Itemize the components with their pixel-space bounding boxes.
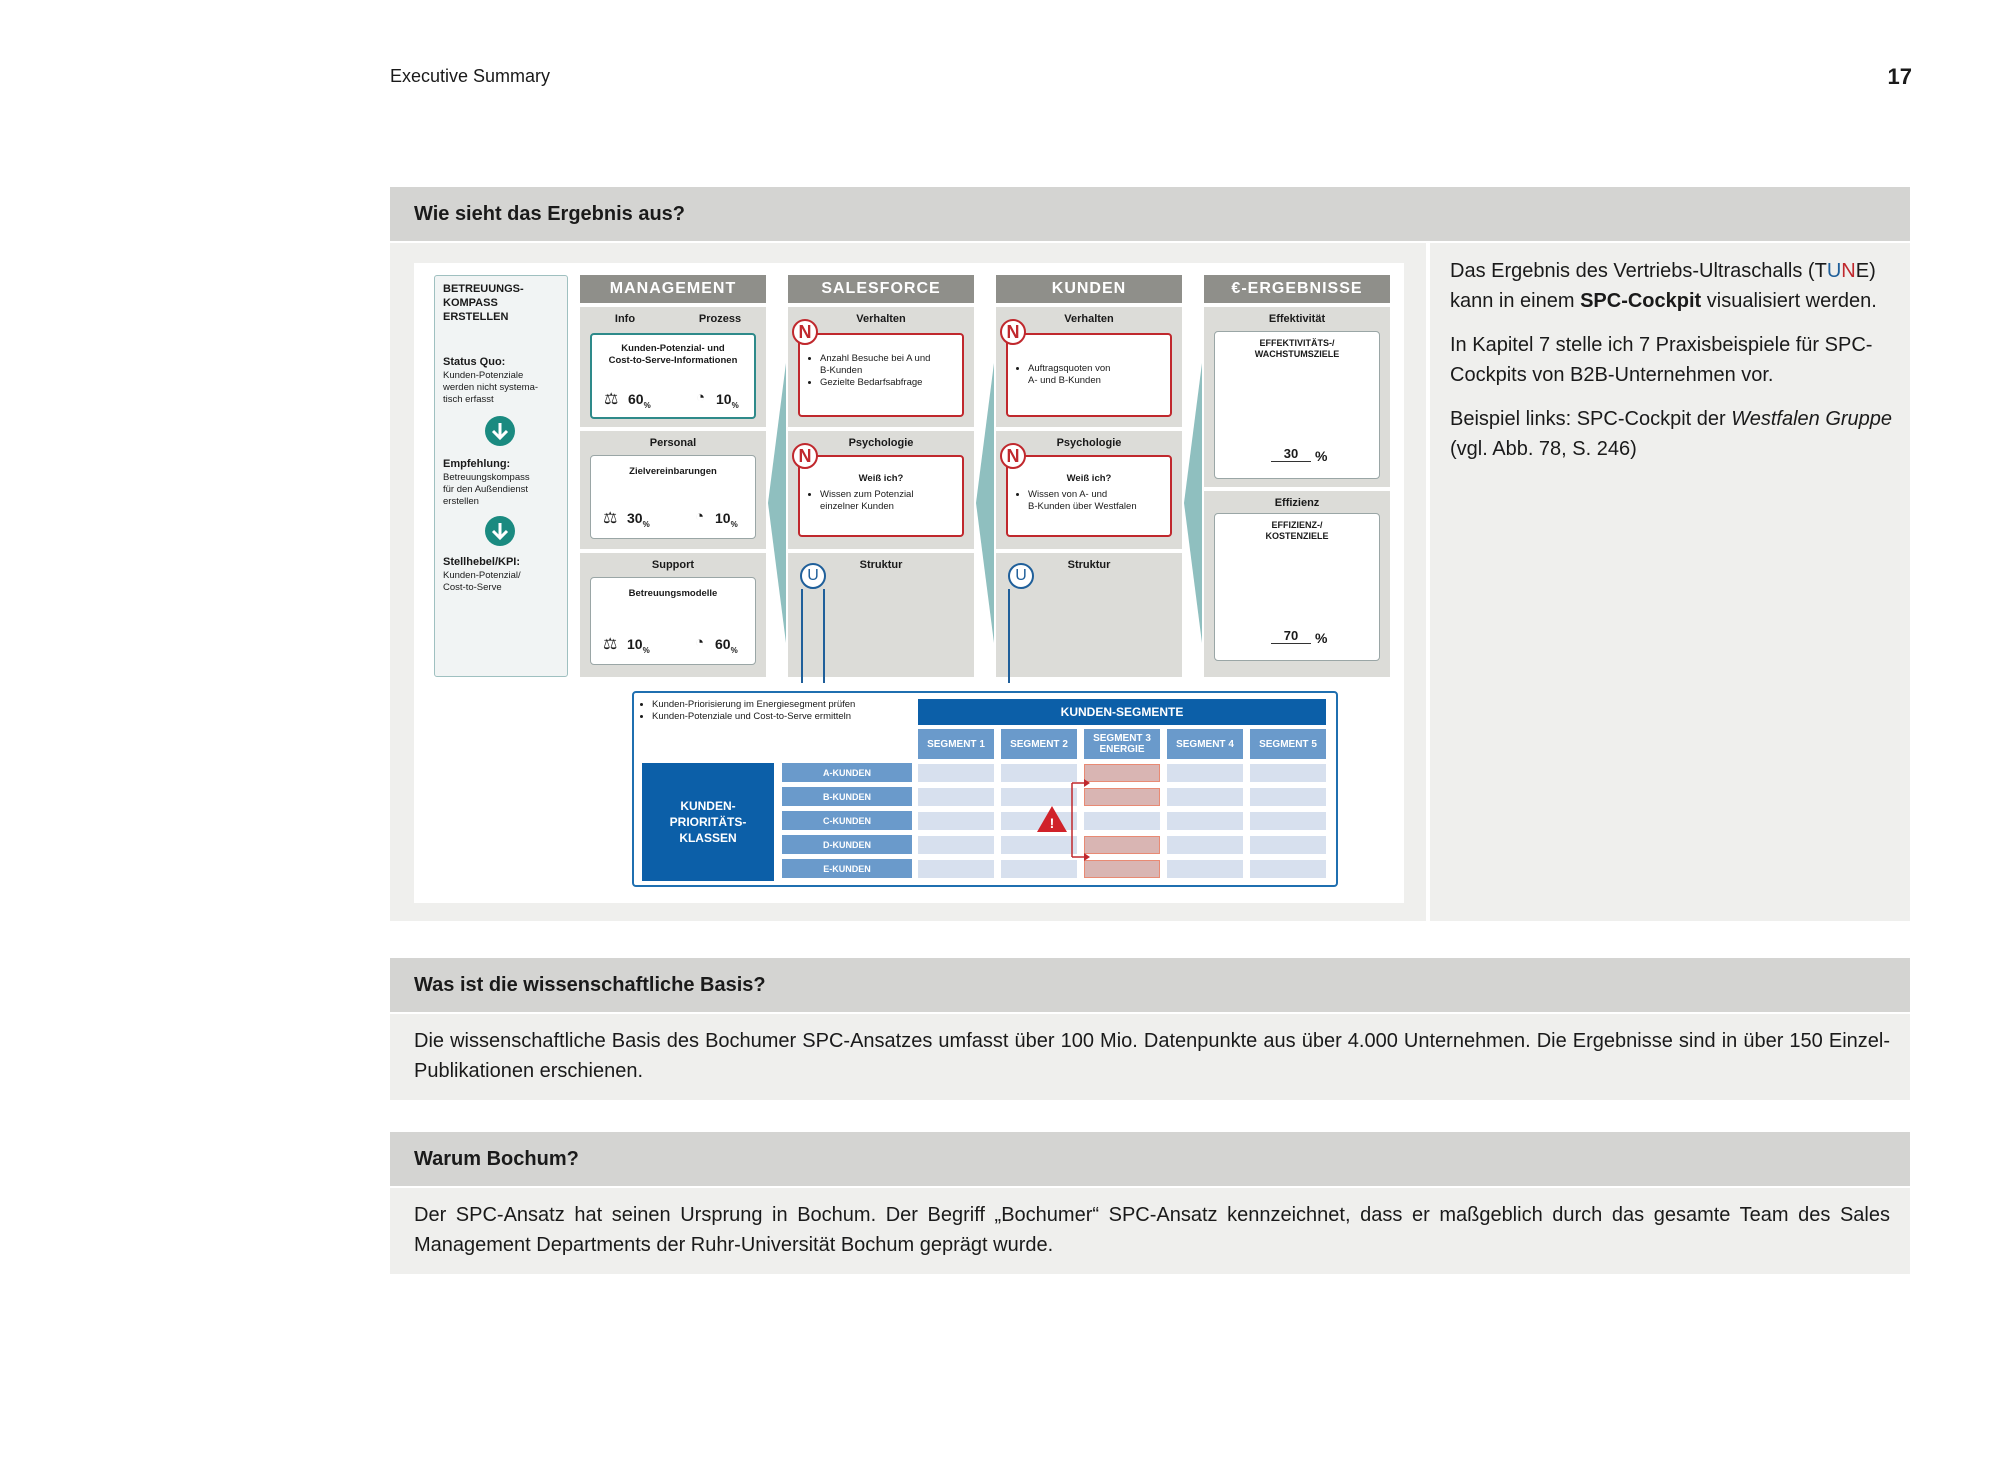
kpi-value: 30 — [1271, 446, 1311, 462]
label-verhalten: Verhalten — [1064, 313, 1114, 325]
grid-cell-highlight — [1084, 788, 1160, 806]
list-item: • Wissen von A- und B-Kunden über Westfalen — [1028, 489, 1137, 513]
list-item: • Auftragsquoten von A- und B-Kunden — [1028, 363, 1110, 387]
kpi-value-right: $60_{\%}$ — [715, 636, 738, 655]
percent-sign: % — [1315, 630, 1328, 646]
description-text — [1450, 256, 1900, 464]
card-zielvereinbarungen — [590, 455, 756, 539]
row-label: B-KUNDEN — [782, 787, 912, 806]
gauge-icon: ◔ — [696, 389, 706, 406]
basis-text: Die wissenschaftliche Basis des Bochumer SPC-Ansatzes umfasst über 100 Mio. Datenpunkte aus über 4.000 Unternehmen. Die Ergebnisse sind in über 150 Einzel-Publikationen erschienen. — [414, 1030, 1890, 1082]
arrow-kunden-ergebnisse — [1182, 323, 1204, 683]
label-struktur: Struktur — [1067, 559, 1111, 571]
card-title: EFFEKTIVITÄTS-/ WACHSTUMSZIELE — [1254, 338, 1340, 359]
card-effizienzziele — [1214, 513, 1380, 661]
label-verhalten: Verhalten — [856, 313, 906, 325]
card-title: Zielvereinbarungen — [629, 466, 717, 477]
grid-cell-highlight — [1084, 764, 1160, 782]
section-title-ergebnis: Wie sieht das Ergebnis aus? — [390, 187, 1910, 241]
row-label: E-KUNDEN — [782, 859, 912, 878]
grid-cell — [1250, 764, 1326, 782]
stellhebel-text: Kunden-Potenzial/ Cost-to-Serve — [443, 570, 521, 593]
card-kunden-verhalten — [1006, 333, 1172, 417]
label-prozess: Prozess — [698, 313, 742, 325]
row-label: A-KUNDEN — [782, 763, 912, 782]
percent-sign: % — [1315, 448, 1328, 464]
u-marker-icon: U — [1008, 563, 1034, 589]
n-marker-icon: N — [792, 443, 818, 469]
kpi-value-left: $60_{\%}$ — [628, 391, 651, 410]
bullet-list — [804, 489, 913, 513]
arrow-management-salesforce — [766, 323, 788, 683]
label-effektivitaet: Effektivität — [1268, 313, 1326, 325]
column-ergebnisse: €-ERGEBNISSE — [1204, 275, 1390, 303]
grid-cell — [918, 860, 994, 878]
weiss-ich-label: Weiß ich? — [1066, 473, 1112, 484]
column-management: MANAGEMENT — [580, 275, 766, 303]
kpi-value-left: $30_{\%}$ — [627, 510, 650, 529]
row-label: D-KUNDEN — [782, 835, 912, 854]
connector-lines — [794, 583, 1024, 693]
grid-cell — [1084, 812, 1160, 830]
betreuungskompass-box — [434, 275, 568, 677]
list-item: • Gezielte Bedarfsabfrage — [820, 377, 930, 389]
kunden-segmente-box — [632, 691, 1338, 887]
prioritaetsklassen-label: KUNDEN- PRIORITÄTS- KLASSEN — [642, 763, 774, 881]
scale-icon: ⚖ — [604, 391, 619, 408]
grid-cell — [1167, 788, 1243, 806]
grid-cell — [1167, 812, 1243, 830]
paragraph-beispiel: Beispiel links: SPC-Cockpit der Westfalen Gruppe (vgl. Abb. 78, S. 246) — [1450, 408, 1893, 460]
card-salesforce-verhalten — [798, 333, 964, 417]
grid-cell — [918, 788, 994, 806]
stellhebel-label: Stellhebel/KPI: — [443, 556, 521, 568]
list-item: • Kunden-Priorisierung im Energiesegment prüfen — [652, 699, 855, 711]
segment-header: SEGMENT 5 — [1250, 729, 1326, 759]
page-number: 17 — [1887, 64, 1912, 89]
segment-header: SEGMENT 2 — [1001, 729, 1077, 759]
grid-cell — [918, 812, 994, 830]
bochum-text: Der SPC-Ansatz hat seinen Ursprung in Bochum. Der Begriff „Bochumer“ SPC-Ansatz kennzeichnet, dass er maßgeblich durch das gesamte Team des Sales Management Departments der Ruhr-Universität Bochum geprägt wurde. — [414, 1204, 1890, 1256]
u-marker-icon: U — [800, 563, 826, 589]
card-kunden-potenzial — [590, 333, 756, 419]
card-betreuungsmodelle — [590, 577, 756, 665]
list-item: • Anzahl Besuche bei A und B-Kunden — [820, 353, 930, 377]
segment-header: SEGMENT 3 ENERGIE — [1084, 729, 1160, 759]
arrow-down-icon — [485, 416, 515, 446]
segment-bullets — [638, 699, 855, 723]
kpi-value-right: $10_{\%}$ — [715, 510, 738, 529]
status-text: Kunden-Potenziale werden nicht systema- tisch erfasst — [443, 370, 539, 405]
scale-icon: ⚖ — [603, 510, 618, 527]
label-support: Support — [651, 559, 695, 571]
betreuungskompass-title: BETREUUNGS- KOMPASS ERSTELLEN — [443, 283, 524, 323]
card-title: Betreuungsmodelle — [628, 588, 718, 599]
bullet-list — [1012, 489, 1137, 513]
n-marker-icon: N — [1000, 443, 1026, 469]
grid-cell — [1250, 788, 1326, 806]
row-label: C-KUNDEN — [782, 811, 912, 830]
section-title-bochum: Warum Bochum? — [390, 1132, 1910, 1186]
grid-cell — [1167, 860, 1243, 878]
label-info: Info — [614, 313, 636, 325]
grid-cell — [918, 836, 994, 854]
segment-header: SEGMENT 4 — [1167, 729, 1243, 759]
arrow-down-icon — [485, 516, 515, 546]
card-effektivitaetsziele — [1214, 331, 1380, 479]
paragraph-tune: Das Ergebnis des Vertriebs-Ultraschalls (TUNE) kann in einem SPC-Cockpit visualisiert werden. — [1450, 260, 1877, 312]
segmente-title: KUNDEN-SEGMENTE — [918, 699, 1326, 725]
column-salesforce: SALESFORCE — [788, 275, 974, 303]
card-kunden-psychologie — [1006, 455, 1172, 537]
label-psychologie: Psychologie — [848, 437, 914, 449]
grid-cell — [1250, 812, 1326, 830]
gauge-icon: ◔ — [695, 634, 705, 651]
card-title: Kunden-Potenzial- und Cost-to-Serve-Informationen — [608, 343, 738, 366]
list-item: • Kunden-Potenziale und Cost-to-Serve ermitteln — [652, 711, 855, 723]
n-marker-icon: N — [792, 319, 818, 345]
bullet-list — [804, 353, 930, 389]
card-title: EFFIZIENZ-/ KOSTENZIELE — [1265, 520, 1329, 541]
column-kunden: KUNDEN — [996, 275, 1182, 303]
grid-cell-highlight — [1084, 860, 1160, 878]
grid-cell — [1250, 836, 1326, 854]
label-struktur: Struktur — [859, 559, 903, 571]
grid-cell-highlight — [1084, 836, 1160, 854]
label-effizienz: Effizienz — [1274, 497, 1320, 509]
section-title-basis: Was ist die wissenschaftliche Basis? — [390, 958, 1910, 1012]
weiss-ich-label: Weiß ich? — [858, 473, 904, 484]
label-personal: Personal — [649, 437, 697, 449]
paragraph-kapitel: In Kapitel 7 stelle ich 7 Praxisbeispiele für SPC-Cockpits von B2B-Unternehmen vor. — [1450, 334, 1873, 386]
status-label: Status Quo: — [443, 356, 506, 368]
card-salesforce-psychologie — [798, 455, 964, 537]
grid-cell — [1167, 764, 1243, 782]
segment-header: SEGMENT 1 — [918, 729, 994, 759]
label-psychologie: Psychologie — [1056, 437, 1122, 449]
grid-cell — [1250, 860, 1326, 878]
running-header: Executive Summary — [390, 66, 551, 86]
scale-icon: ⚖ — [603, 636, 618, 653]
kpi-value-left: $10_{\%}$ — [627, 636, 650, 655]
grid-cell — [918, 764, 994, 782]
empfehlung-text: Betreuungskompass für den Außendienst erstellen — [443, 472, 530, 507]
empfehlung-label: Empfehlung: — [443, 458, 511, 470]
warning-icon: ! — [1036, 805, 1068, 833]
n-marker-icon: N — [1000, 319, 1026, 345]
grid-cell — [1167, 836, 1243, 854]
kpi-value: 70 — [1271, 628, 1311, 644]
bullet-list — [1012, 363, 1110, 387]
kpi-value-right: $10_{\%}$ — [716, 391, 739, 410]
list-item: • Wissen zum Potenzial einzelner Kunden — [820, 489, 913, 513]
gauge-icon: ◔ — [695, 508, 705, 525]
spc-cockpit-diagram — [414, 263, 1404, 903]
